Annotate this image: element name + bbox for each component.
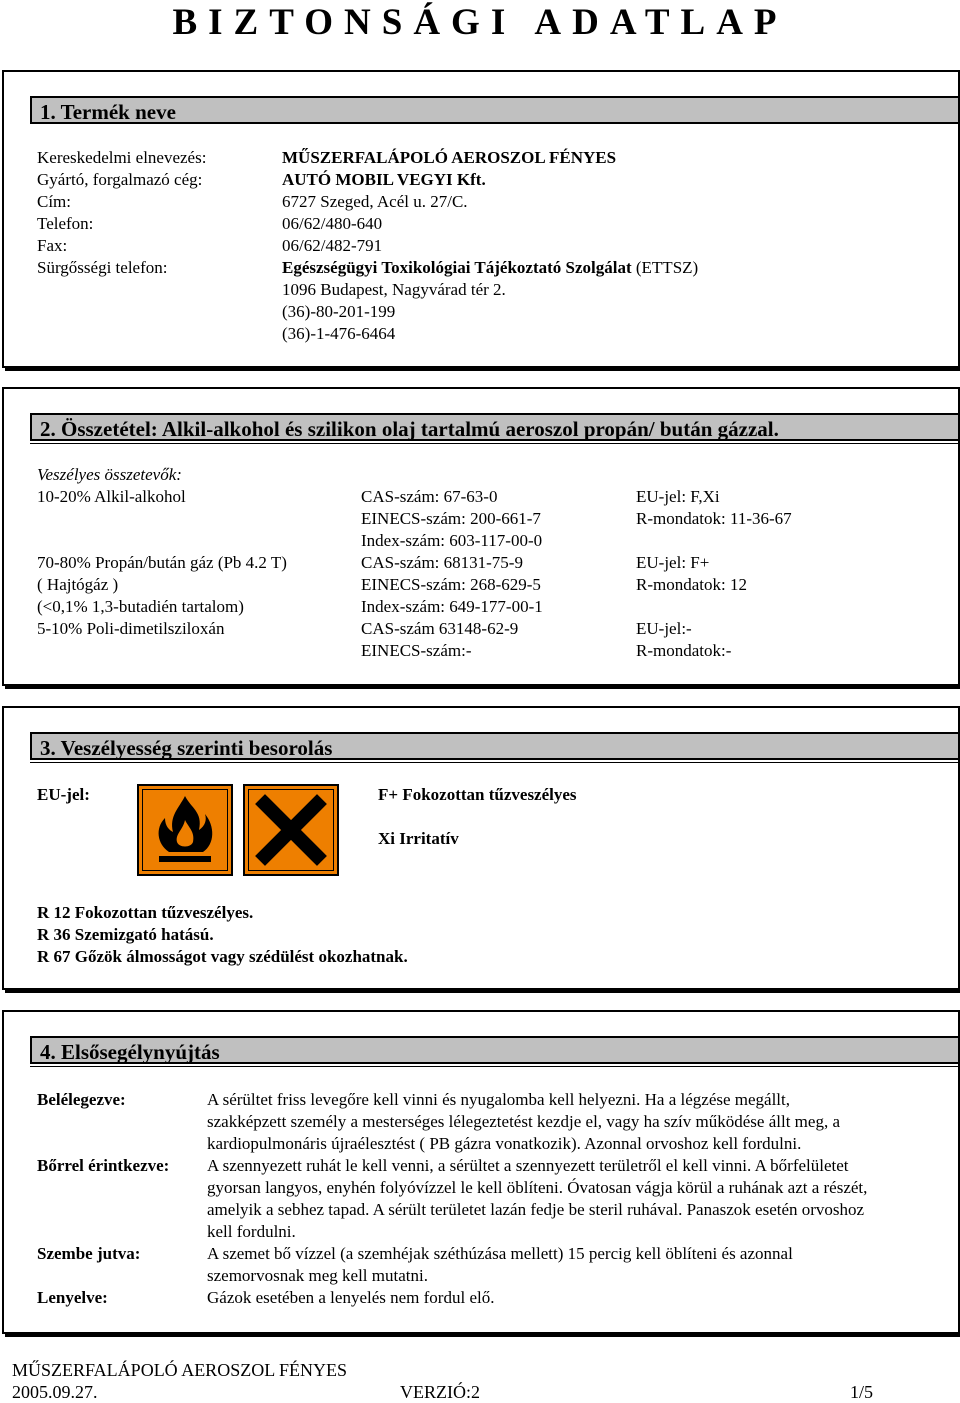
- value-fax: 06/62/482-791: [282, 236, 383, 255]
- component-cell: EU-jel: F,Xi: [636, 487, 720, 506]
- component-cell: (<0,1% 1,3-butadién tartalom): [37, 597, 244, 616]
- footer-page-number: 1/5: [850, 1382, 874, 1402]
- component-cell: R-mondatok: 11-36-67: [636, 509, 792, 528]
- first-aid-text: A sérültet friss levegőre kell vinni és nyugalomba kell helyezni. Ha a légzése megállt,: [207, 1090, 791, 1109]
- section-3-heading: 3. Veszélyesség szerinti besorolás: [30, 732, 958, 760]
- value-trade-name: MŰSZERFALÁPOLÓ AEROSZOL FÉNYES: [282, 148, 617, 167]
- component-cell: EINECS-szám: 268-629-5: [361, 575, 541, 594]
- component-cell: CAS-szám: 67-63-0: [361, 487, 498, 506]
- component-cell: EINECS-szám: 200-661-7: [361, 509, 541, 528]
- section-4-heading: 4. Elsősegélynyújtás: [30, 1036, 958, 1064]
- value-phone: 06/62/480-640: [282, 214, 383, 233]
- emergency-phone-2: (36)-1-476-6464: [282, 324, 396, 343]
- footer-date: 2005.09.27.: [12, 1382, 98, 1402]
- label-manufacturer: Gyártó, forgalmazó cég:: [37, 170, 203, 189]
- first-aid-text: kardiopulmonáris újraélesztést ( PB gázra vonatkozik). Azonnal orvoshoz kell fordulni.: [207, 1134, 802, 1153]
- value-emergency-service: [282, 257, 698, 279]
- label-emergency-phone: Sürgősségi telefon:: [37, 258, 168, 277]
- first-aid-text: amelyik a sebhez tapad. A sérült területet lazán fedje be steril ruhával. Panaszok esetén orvoshoz: [207, 1200, 865, 1219]
- section-4-divider: [30, 1066, 958, 1067]
- component-cell: CAS-szám 63148-62-9: [361, 619, 519, 638]
- first-aid-label-skin: Bőrrel érintkezve:: [37, 1156, 170, 1175]
- section-product-name: [2, 70, 960, 368]
- first-aid-text: Gázok esetében a lenyelés nem fordul elő.: [207, 1288, 495, 1307]
- first-aid-text: gyorsan langyos, enyhén folyóvízzel le kell öblíteni. Óvatosan vágja körül a ruhának azt a részét,: [207, 1178, 868, 1197]
- component-cell: 10-20% Alkil-alkohol: [37, 487, 186, 506]
- component-cell: R-mondatok:-: [636, 641, 732, 660]
- component-cell: 70-80% Propán/bután gáz (Pb 4.2 T): [37, 553, 287, 572]
- section-2-heading: 2. Összetétel: Alkil-alkohol és szilikon olaj tartalmú aeroszol propán/ bután gázzal.: [30, 413, 958, 441]
- component-cell: Index-szám: 649-177-00-1: [361, 597, 543, 616]
- section-composition: [2, 387, 960, 686]
- section-first-aid: [2, 1010, 960, 1334]
- eu-symbol-label: EU-jel:: [37, 785, 90, 804]
- component-cell: 5-10% Poli-dimetilsziloxán: [37, 619, 225, 638]
- first-aid-label-ingestion: Lenyelve:: [37, 1288, 108, 1307]
- footer-version: VERZIÓ:2: [400, 1382, 480, 1402]
- label-address: Cím:: [37, 192, 72, 211]
- emergency-address: 1096 Budapest, Nagyvárad tér 2.: [282, 280, 506, 299]
- first-aid-text: szakképzett személy a mesterséges lélegeztetést kezdje el, vagy ha szív működése állt meg, a: [207, 1112, 840, 1131]
- symbol-f-plus-text: F+ Fokozottan tűzveszélyes: [378, 785, 577, 804]
- emergency-service-name: Egészségügyi Toxikológiai Tájékoztató Szolgálat: [282, 258, 632, 277]
- component-cell: R-mondatok: 12: [636, 575, 747, 594]
- label-phone: Telefon:: [37, 214, 94, 233]
- hazardous-components-subheading: Veszélyes összetevők:: [37, 465, 182, 484]
- label-trade-name: Kereskedelmi elnevezés:: [37, 148, 207, 167]
- emergency-service-abbr: (ETTSZ): [631, 258, 699, 277]
- first-aid-label-eye: Szembe jutva:: [37, 1244, 141, 1263]
- section-3-divider: [30, 762, 958, 763]
- first-aid-text: A szemet bő vízzel (a szemhéjak széthúzása mellett) 15 percig kell öblíteni és azonnal: [207, 1244, 793, 1263]
- symbol-xi-text: Xi Irritatív: [378, 829, 459, 848]
- value-manufacturer: AUTÓ MOBIL VEGYI Kft.: [282, 170, 486, 189]
- section-2-divider: [30, 443, 958, 444]
- component-cell: CAS-szám: 68131-75-9: [361, 553, 523, 572]
- emergency-phone-1: (36)-80-201-199: [282, 302, 396, 321]
- section-hazard-classification: [2, 706, 960, 990]
- first-aid-label-inhalation: Belélegezve:: [37, 1090, 126, 1109]
- footer-product-name: MŰSZERFALÁPOLÓ AEROSZOL FÉNYES: [12, 1360, 348, 1380]
- document-title: BIZTONSÁGI ADATLAP: [172, 2, 788, 43]
- r-phrase: R 12 Fokozottan tűzveszélyes.: [37, 903, 254, 922]
- first-aid-text: kell fordulni.: [207, 1222, 296, 1241]
- first-aid-text: A szennyezett ruhát le kell venni, a sérültet a szennyezett területről el kell vinni. A bőrfelületet: [207, 1156, 849, 1175]
- flame-icon: [137, 784, 233, 876]
- component-cell: EU-jel:-: [636, 619, 692, 638]
- component-cell: EU-jel: F+: [636, 553, 710, 572]
- value-address: 6727 Szeged, Acél u. 27/C.: [282, 192, 468, 211]
- label-fax: Fax:: [37, 236, 68, 255]
- r-phrase: R 36 Szemizgató hatású.: [37, 925, 214, 944]
- component-cell: ( Hajtógáz ): [37, 575, 119, 594]
- x-cross-icon: [243, 784, 339, 876]
- component-cell: EINECS-szám:-: [361, 641, 472, 660]
- r-phrase: R 67 Gőzök álmosságot vagy szédülést okozhatnak.: [37, 947, 408, 966]
- section-1-heading: 1. Termék neve: [30, 96, 958, 124]
- first-aid-text: szemorvosnak meg kell mutatni.: [207, 1266, 428, 1285]
- component-cell: Index-szám: 603-117-00-0: [361, 531, 543, 550]
